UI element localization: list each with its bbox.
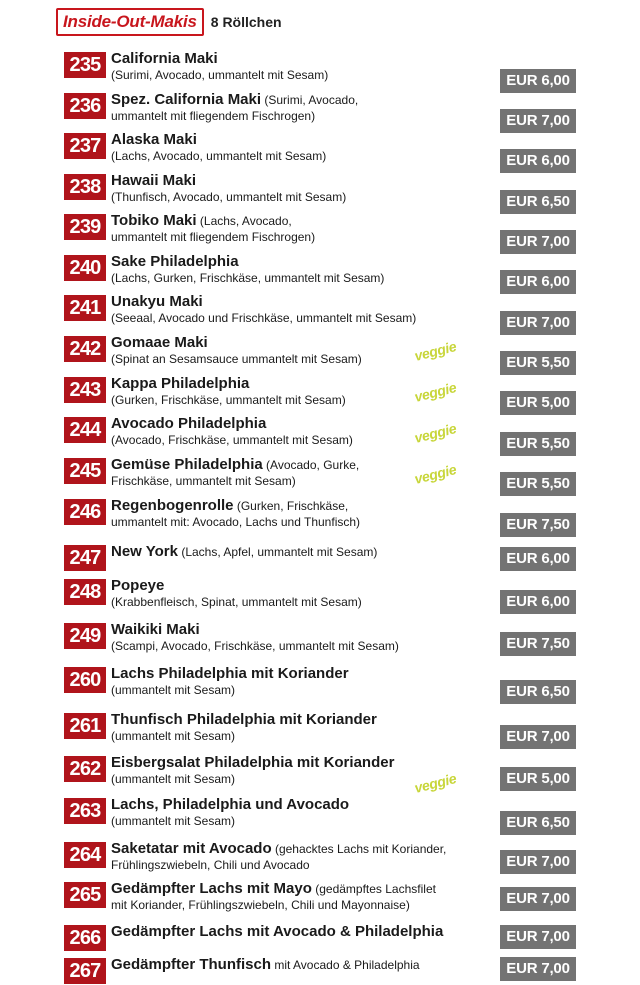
item-number: 247	[64, 545, 106, 571]
item-title-line	[111, 293, 501, 311]
item-title-line	[111, 212, 501, 230]
item-number: 246	[64, 499, 106, 525]
item-name: Avocado Philadelphia	[111, 415, 267, 432]
item-detail: (Avocado, Gurke,	[262, 458, 360, 472]
item-name: Kappa Philadelphia	[111, 375, 250, 392]
item-title-line	[111, 131, 501, 149]
item-description	[111, 956, 501, 974]
item-description	[111, 91, 501, 124]
item-price: EUR 5,50	[500, 432, 576, 456]
item-price: EUR 7,50	[500, 632, 576, 656]
item-detail: (gehacktes Lachs mit Koriander,	[271, 842, 447, 856]
item-name: Waikiki Maki	[111, 621, 200, 638]
item-price: EUR 6,50	[500, 811, 576, 835]
item-number: 264	[64, 842, 106, 868]
item-price: EUR 6,00	[500, 149, 576, 173]
item-description	[111, 577, 501, 610]
item-ingredients: (Scampi, Avocado, Frischkäse, ummantelt mit Sesam)	[111, 639, 399, 653]
item-title-line	[111, 796, 501, 814]
item-description	[111, 131, 501, 164]
veggie-badge: veggie	[412, 338, 458, 364]
item-name: Sake Philadelphia	[111, 253, 239, 270]
item-price: EUR 7,00	[500, 887, 576, 911]
item-price: EUR 6,00	[500, 590, 576, 614]
item-price: EUR 6,00	[500, 69, 576, 93]
item-number: 245	[64, 458, 106, 484]
item-name: Tobiko Maki	[111, 212, 197, 229]
item-price: EUR 7,00	[500, 230, 576, 254]
item-name: Regenbogenrolle	[111, 497, 234, 514]
item-name: Saketatar mit Avocado	[111, 840, 272, 857]
item-price: EUR 7,00	[500, 725, 576, 749]
item-title-line	[111, 577, 501, 595]
item-number: 235	[64, 52, 106, 78]
item-price: EUR 7,50	[500, 513, 576, 537]
item-number: 242	[64, 336, 106, 362]
item-number: 262	[64, 756, 106, 782]
section-title-box	[56, 8, 204, 36]
item-name: Eisbergsalat Philadelphia mit Koriander	[111, 754, 395, 771]
item-ingredients: ummantelt mit fliegendem Fischrogen)	[111, 109, 316, 123]
item-number: 266	[64, 925, 106, 951]
item-name: Gomaae Maki	[111, 334, 208, 351]
item-title-line	[111, 543, 501, 561]
item-price: EUR 7,00	[500, 311, 576, 335]
item-title-line	[111, 711, 501, 729]
section-title: Inside-Out-Makis	[63, 12, 197, 31]
item-detail: (gedämpftes Lachsfilet	[311, 882, 436, 896]
item-number: 243	[64, 377, 106, 403]
item-price: EUR 5,00	[500, 391, 576, 415]
item-ingredients: (Thunfisch, Avocado, ummantelt mit Sesam)	[111, 190, 347, 204]
veggie-badge: veggie	[412, 420, 458, 446]
item-ingredients: ummantelt mit fliegendem Fischrogen)	[111, 230, 316, 244]
item-ingredients: (Surimi, Avocado, ummantelt mit Sesam)	[111, 68, 329, 82]
item-description	[111, 543, 501, 561]
item-ingredients: (Lachs, Gurken, Frischkäse, ummantelt mit Sesam)	[111, 271, 385, 285]
item-title-line	[111, 754, 501, 772]
item-description	[111, 840, 501, 873]
item-description	[111, 796, 501, 829]
item-number: 249	[64, 623, 106, 649]
item-number: 265	[64, 882, 106, 908]
item-title-line	[111, 923, 501, 941]
item-title-line	[111, 91, 501, 109]
item-ingredients: (Krabbenfleisch, Spinat, ummantelt mit Sesam)	[111, 595, 362, 609]
item-number: 244	[64, 417, 106, 443]
item-name: Popeye	[111, 577, 165, 594]
item-name: Spez. California Maki	[111, 91, 262, 108]
item-price: EUR 5,00	[500, 767, 576, 791]
item-number: 239	[64, 214, 106, 240]
item-ingredients: Frischkäse, ummantelt mit Sesam)	[111, 474, 296, 488]
item-title-line	[111, 621, 501, 639]
item-price: EUR 6,00	[500, 270, 576, 294]
item-price: EUR 7,00	[500, 850, 576, 874]
item-name: Gedämpfter Lachs mit Mayo	[111, 880, 312, 897]
item-title-line	[111, 253, 501, 271]
item-name: New York	[111, 543, 178, 560]
item-number: 263	[64, 798, 106, 824]
item-description	[111, 880, 501, 913]
item-description	[111, 711, 501, 744]
item-detail: (Gurken, Frischkäse,	[233, 499, 349, 513]
item-name: Gedämpfter Lachs mit Avocado & Philadelphia	[111, 923, 444, 940]
item-ingredients: (ummantelt mit Sesam)	[111, 772, 236, 786]
item-detail: mit Avocado & Philadelphia	[271, 958, 420, 972]
item-title-line	[111, 497, 501, 515]
item-number: 261	[64, 713, 106, 739]
item-name: Lachs, Philadelphia und Avocado	[111, 796, 350, 813]
item-number: 236	[64, 93, 106, 119]
item-description	[111, 172, 501, 205]
item-title-line	[111, 172, 501, 190]
item-ingredients: mit Koriander, Frühlingszwiebeln, Chili und Mayonnaise)	[111, 898, 410, 912]
item-title-line	[111, 956, 501, 974]
item-detail: (Lachs, Avocado,	[196, 214, 292, 228]
item-name: Thunfisch Philadelphia mit Koriander	[111, 711, 377, 728]
item-ingredients: (ummantelt mit Sesam)	[111, 683, 236, 697]
item-title-line	[111, 50, 501, 68]
item-detail: (Lachs, Apfel, ummantelt mit Sesam)	[177, 545, 378, 559]
item-name: Alaska Maki	[111, 131, 197, 148]
item-description	[111, 293, 501, 326]
item-price: EUR 5,50	[500, 351, 576, 375]
item-ingredients: (ummantelt mit Sesam)	[111, 729, 236, 743]
veggie-badge: veggie	[412, 461, 458, 487]
item-title-line	[111, 880, 501, 898]
item-ingredients: (ummantelt mit Sesam)	[111, 814, 236, 828]
item-name: California Maki	[111, 50, 218, 67]
item-description	[111, 621, 501, 654]
item-description	[111, 665, 501, 698]
item-name: Lachs Philadelphia mit Koriander	[111, 665, 349, 682]
item-ingredients: (Spinat an Sesamsauce ummantelt mit Sesam)	[111, 352, 362, 366]
item-price: EUR 6,50	[500, 680, 576, 704]
item-name: Hawaii Maki	[111, 172, 197, 189]
menu-header	[56, 8, 282, 36]
item-number: 260	[64, 667, 106, 693]
item-description	[111, 50, 501, 83]
item-ingredients: (Seeaal, Avocado und Frischkäse, ummantelt mit Sesam)	[111, 311, 417, 325]
item-name: Gedämpfter Thunfisch	[111, 956, 272, 973]
item-number: 240	[64, 255, 106, 281]
item-name: Gemüse Philadelphia	[111, 456, 263, 473]
item-number: 238	[64, 174, 106, 200]
item-title-line	[111, 665, 501, 683]
item-ingredients: (Avocado, Frischkäse, ummantelt mit Sesam)	[111, 433, 353, 447]
item-price: EUR 7,00	[500, 925, 576, 949]
item-price: EUR 5,50	[500, 472, 576, 496]
item-ingredients: ummantelt mit: Avocado, Lachs und Thunfisch)	[111, 515, 361, 529]
item-price: EUR 6,50	[500, 190, 576, 214]
item-ingredients: (Gurken, Frischkäse, ummantelt mit Sesam)	[111, 393, 346, 407]
item-number: 267	[64, 958, 106, 984]
item-number: 237	[64, 133, 106, 159]
item-ingredients: (Lachs, Avocado, ummantelt mit Sesam)	[111, 149, 327, 163]
item-title-line	[111, 840, 501, 858]
veggie-badge: veggie	[412, 770, 458, 796]
item-description	[111, 497, 501, 530]
item-name: Unakyu Maki	[111, 293, 203, 310]
item-description	[111, 923, 501, 941]
item-description	[111, 253, 501, 286]
section-subtitle: 8 Röllchen	[210, 14, 282, 30]
item-number: 241	[64, 295, 106, 321]
item-price: EUR 6,00	[500, 547, 576, 571]
item-number: 248	[64, 579, 106, 605]
item-description	[111, 212, 501, 245]
item-price: EUR 7,00	[500, 109, 576, 133]
item-ingredients: Frühlingszwiebeln, Chili und Avocado	[111, 858, 310, 872]
item-detail: (Surimi, Avocado,	[261, 93, 359, 107]
veggie-badge: veggie	[412, 379, 458, 405]
item-price: EUR 7,00	[500, 957, 576, 981]
